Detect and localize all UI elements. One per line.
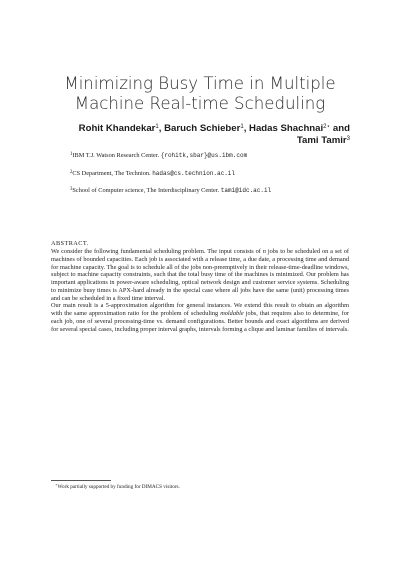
paper-title	[40, 74, 360, 114]
footnote-text: Work partially supported by funding for DIMACS visitors.	[57, 484, 180, 490]
abstract-text: jobs, that requires also to determine, for each job, one of several processing-time vs. demand configurations. Better bounds and exact algorithms are derived for several special cases, including proper interval graphs, intervals forming a clique and laminar families of intervals.	[51, 310, 349, 333]
footnote-divider	[51, 480, 111, 481]
affiliation-text: School of Computer science, The Interdisciplinary Center.	[72, 187, 221, 194]
author-name: Hadas Shachnai	[249, 123, 324, 134]
title-line-1: Minimizing Busy Time in Multiple	[64, 74, 336, 93]
author-name: Rohit Khandekar	[78, 123, 156, 134]
author-name: Baruch Schieber	[164, 123, 241, 134]
abstract-heading: ABSTRACT.	[51, 240, 89, 247]
title-line-2: Machine Real-time Scheduling	[74, 94, 326, 113]
author-name: Tami Tamir	[296, 135, 347, 146]
affiliation-mark: 3	[70, 187, 73, 192]
affiliation-email: hadas@cs.technion.ac.il	[152, 170, 236, 177]
affiliation-1	[70, 152, 370, 160]
footnote-mark: ⋆	[55, 482, 58, 487]
affiliation-mark: 1	[70, 152, 73, 157]
abstract-paragraph-1	[51, 248, 349, 302]
author-line-2	[60, 135, 350, 147]
author-line-1	[60, 123, 350, 135]
author-separator: ,	[158, 123, 165, 134]
abstract-emphasis: moldable	[220, 310, 244, 318]
affiliation-2	[70, 170, 370, 178]
abstract-body	[51, 248, 349, 334]
author-affiliation-mark: 3	[346, 136, 350, 142]
affiliation-text: IBM T.J. Watson Research Center.	[72, 152, 161, 159]
author-conjunction: and	[330, 123, 350, 134]
author-separator: ,	[243, 123, 250, 134]
author-affiliation-mark: 1	[240, 124, 244, 130]
author-affiliation-mark: 2⋆	[323, 124, 331, 130]
author-list	[60, 123, 350, 147]
abstract-paragraph-2	[51, 302, 349, 333]
affiliation-3	[70, 187, 370, 195]
abstract-text: Our main result is a 5-approximation algorithm for general instances. We extend this result to obtain an algorithm with the same approximation ratio for the problem of scheduling	[51, 302, 349, 318]
affiliation-email: tami@idc.ac.il	[220, 187, 272, 194]
footnote	[55, 484, 180, 491]
affiliation-email: {rohitk,sbar}@us.ibm.com	[160, 152, 248, 159]
abstract-text: jobs to be scheduled on a set of machines of bounded capacities. Each job is associated with a release time, a due date, a processing time and demand for machine capacity. The goal is to schedule all of the jobs non-preemptively in their release-time-deadline windows, subject to machine capacity constraints, such that the total busy time of the machines is minimized. Our problem has important applications in power-aware scheduling, optical network design and customer service systems. Scheduling to minimize busy times is APX-hard already in the special case where all jobs have the same (unit) processing times and can be scheduled in a fixed time interval.	[51, 248, 349, 302]
abstract-variable: n	[262, 248, 266, 255]
affiliation-text: CS Department, The Technion.	[72, 170, 153, 177]
author-affiliation-mark: 1	[155, 124, 159, 130]
abstract-text: We consider the following fundamental scheduling problem. The input consists of	[51, 248, 263, 255]
affiliation-mark: 2	[70, 170, 73, 175]
